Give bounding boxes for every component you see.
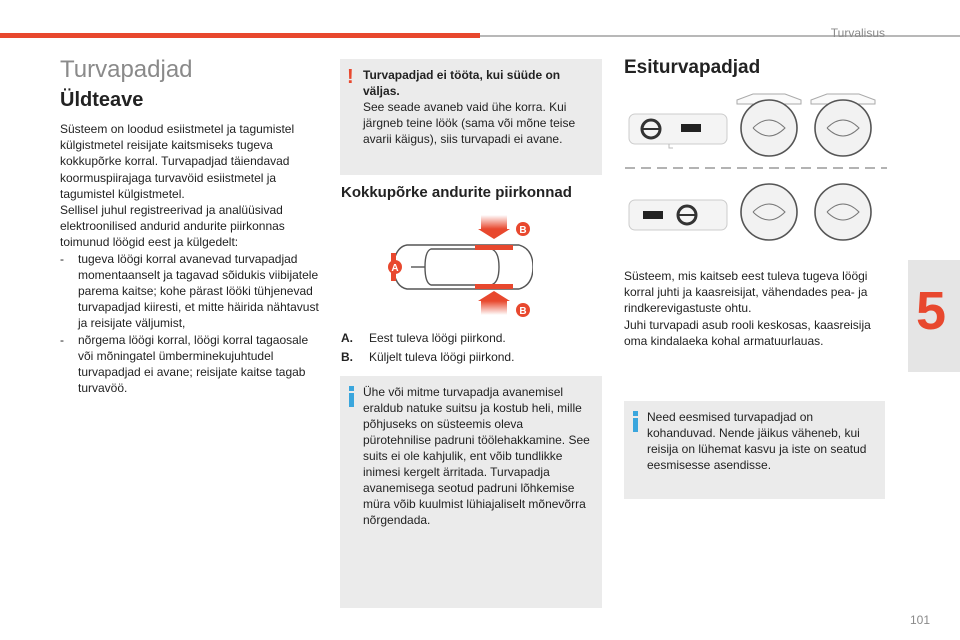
front-airbags-figure xyxy=(625,92,887,242)
legend-text: Küljelt tuleva löögi piirkond. xyxy=(369,350,515,364)
general-paragraph: Süsteem on loodud esiistmetel ja tagumistel külgistmetel reisijate kaitsmiseks tugeva kokkupõrke korral. Turvapadjad täiendavad koormuspiirajaga turvavöid esiistmetel ja tagumistel külgistmetel. xyxy=(60,122,295,201)
front-airbags-paragraph: Juhi turvapadi asub rooli keskosas, kaasreisija oma kindalaeka kohal armatuurlauas. xyxy=(624,317,871,348)
sensor-zones-figure xyxy=(383,213,533,321)
legend-item xyxy=(341,348,514,367)
page-number: 101 xyxy=(909,613,930,627)
side-impact-arrow-top xyxy=(478,215,510,239)
legend-item xyxy=(341,329,514,348)
side-impact-arrow-bottom xyxy=(478,291,510,315)
list-item xyxy=(60,251,322,332)
list-item-text: nõrgema löögi korral, löögi korral tagaosale või mõningatel ümberminekujuhtudel turvapadjad ei avane; reisijate kaitse tagab turvavöö. xyxy=(78,332,309,396)
list-item xyxy=(60,332,322,397)
info-icon xyxy=(633,411,639,432)
label-b: B xyxy=(519,225,527,236)
info-text: Ühe või mitme turvapadja avanemisel eraldub natuke suitsu ja kostub heli, mille põhjuseks on süsteemis oleva pürotehnilise padruni töölehakkamine. See suits ei ole kahjulik, ent võib tundlikke inimesi kergelt ärritada. Turvapadja avanemisega seotud padruni lõhkemise müra võib kuulmist lühiajaliselt mõnevõrra nõrgendada. xyxy=(363,385,590,527)
airbag-deployment-lhd xyxy=(629,94,875,156)
list-item-text: tugeva löögi korral avanevad turvapadjad momentaanselt ja tagavad sõidukis viibijatele parema kaitse; kohe pärast lööki tühjenevad turvapadjad kiiresti, et mitte häirida nähtavust ja reisijate väljumist, xyxy=(78,251,319,331)
info-box-adaptive xyxy=(624,401,885,499)
general-body xyxy=(60,121,322,396)
warning-body: See seade avaneb vaid ühe korra. Kui järgneb teine löök (sama või mõne teise avarii käigus), siis turvapadi ei avane. xyxy=(363,100,576,146)
section-heading-general: Üldteave xyxy=(60,89,144,111)
front-airbags-body xyxy=(624,268,884,349)
warning-box xyxy=(340,59,602,175)
warning-icon: ! xyxy=(347,66,354,88)
chapter-tab[interactable] xyxy=(908,260,960,372)
legend-text: Eest tuleva löögi piirkond. xyxy=(369,331,506,345)
airbag-deployment-rhd xyxy=(629,184,871,240)
list-dash: - xyxy=(60,332,64,347)
section-label: Turvalisus xyxy=(830,26,885,40)
warning-bold: Turvapadjad ei tööta, kui süüde on väljas. xyxy=(363,68,561,98)
section-heading-sensors: Kokkupõrke andurite piirkonnad xyxy=(341,184,572,201)
front-airbags-paragraph: Süsteem, mis kaitseb eest tuleva tugeva löögi korral juhti ja kaasreisijat, vähendades pea- ja rindkerevigastuste ohtu. xyxy=(624,269,868,316)
section-heading-front-airbags: Esiturvapadjad xyxy=(624,57,761,78)
legend-key: A. xyxy=(341,331,353,345)
info-text: Need eesmised turvapadjad on kohanduvad. Nende jäikus väheneb, kui reisija on lühemat kasvu ja iste on seatud eesmisesse asendisse. xyxy=(647,410,867,472)
list-dash: - xyxy=(60,251,64,266)
header-accent-bar xyxy=(0,33,480,38)
chapter-number: 5 xyxy=(916,281,947,341)
general-paragraph: Sellisel juhul registreerivad ja analüüsivad elektroonilised andurid andurite piirkonnas toimunud löögid eest ja külgedelt: xyxy=(60,203,285,250)
info-icon xyxy=(349,386,355,407)
sensor-zone-b-bottom xyxy=(475,284,513,289)
label-a: A xyxy=(391,263,399,274)
car-outline xyxy=(393,245,533,289)
header-rule xyxy=(480,35,960,37)
figure-legend xyxy=(341,329,514,367)
page-title: Turvapadjad xyxy=(60,56,193,83)
label-b: B xyxy=(519,306,527,317)
sensor-zone-b-top xyxy=(475,245,513,250)
warning-text xyxy=(363,67,592,147)
legend-key: B. xyxy=(341,350,353,364)
info-box-smoke xyxy=(340,376,602,608)
